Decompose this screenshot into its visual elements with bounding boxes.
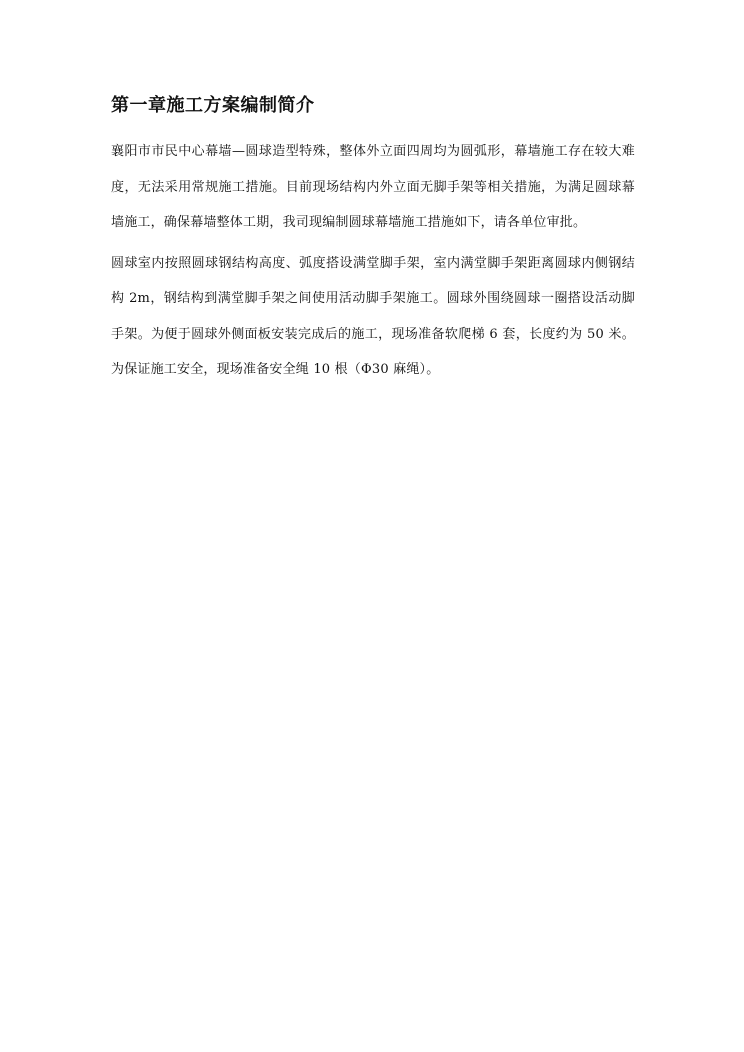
chapter-title: 第一章施工方案编制简介	[111, 95, 315, 116]
document-body	[111, 92, 635, 393]
paragraph-scaffolding: 圆球室内按照圆球钢结构高度、弧度搭设满堂脚手架，室内满堂脚手架距离圆球内侧钢结构 2m，钢结构到满堂脚手架之间使用活动脚手架施工。圆球外围绕圆球一圈搭设活动脚手架。为便于圆球外侧面板安装完成后的施工，现场准备软爬梯 6 套，长度约为 50 米。为保证施工安全，现场准备安全绳 10 根（Φ30 麻绳）。	[111, 255, 635, 377]
paragraph-intro: 襄阳市市民中心幕墙—圆球造型特殊，整体外立面四周均为圆弧形，幕墙施工存在较大难度，无法采用常规施工措施。目前现场结构内外立面无脚手架等相关措施，为满足圆球幕墙施工，确保幕墙整体工期，我司现编制圆球幕墙施工措施如下，请各单位审批。	[111, 144, 635, 230]
